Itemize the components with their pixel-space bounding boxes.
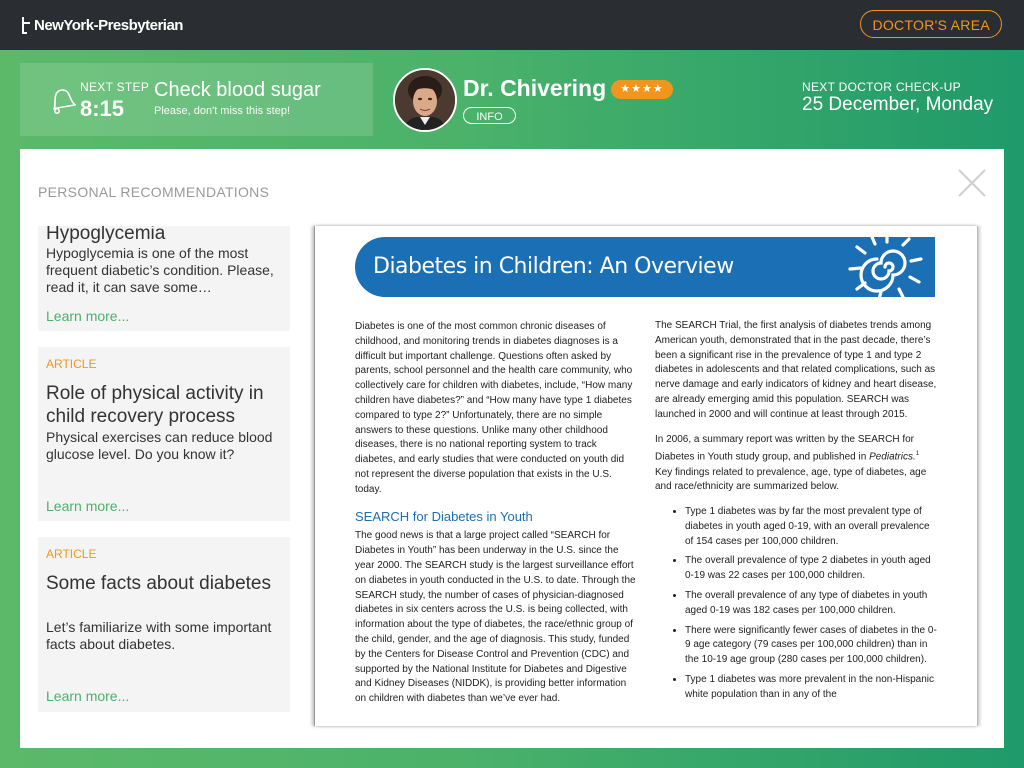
card-type: ARTICLE [46, 357, 97, 371]
document-paragraph: The SEARCH Trial, the first analysis of diabetes trends among American youth, demonstrated that in the past decade, there’s been a significant rise in the prevalence of type 1 and type 2 diabetes in adolescents and that related complications, such as nerve damage and early indicators of kidney and heart disease, are already emerging amid this population. SEARCH was launched in 2000 and will continue at least through 2015. [655, 320, 937, 420]
doctor-name: Dr. Chivering [463, 75, 607, 101]
panel-title: PERSONAL RECOMMENDATIONS [38, 184, 270, 200]
top-bar [0, 0, 1024, 50]
learn-more-link[interactable]: Learn more... [46, 308, 130, 324]
doctor-avatar[interactable] [393, 68, 457, 132]
journal-name: Pediatrics. [869, 451, 916, 463]
learn-more-link[interactable]: Learn more... [46, 688, 130, 704]
logo[interactable] [20, 14, 183, 36]
document-left-column [355, 320, 637, 717]
card-title: Some facts about diabetes [46, 573, 271, 594]
learn-more-link[interactable]: Learn more... [46, 498, 130, 514]
doctor-info-button[interactable]: INFO [463, 107, 516, 124]
document-viewer[interactable] [314, 226, 978, 726]
doctor-portrait-icon [395, 70, 455, 130]
recommendation-card-facts[interactable] [38, 537, 290, 712]
next-step-subtitle: Please, don't miss this step! [154, 105, 290, 117]
card-description: Hypoglycemia is one of the most frequent diabetic’s condition. Please, read it, it can save some… [46, 245, 274, 295]
recommendation-card-hypoglycemia[interactable] [38, 226, 290, 331]
list-item: • There were significantly fewer cases of diabetes in the 0-9 age category (79 cases per 100,000 children) than in the 10-19 age group (280 cases per 100,000 children). [685, 624, 939, 668]
document-title: Diabetes in Children: An Overview [373, 254, 734, 279]
doctors-area-button[interactable]: DOCTOR'S AREA [860, 10, 1002, 38]
card-title: Hypoglycemia [46, 226, 166, 244]
checkup-date: 25 December, Monday [802, 94, 994, 115]
findings-list [655, 505, 939, 703]
sun-logo-icon [837, 237, 937, 297]
card-type: ARTICLE [46, 547, 97, 561]
recommendation-card-physical-activity[interactable] [38, 347, 290, 521]
list-item: • Type 1 diabetes was by far the most prevalent type of diabetes in youth aged 0-19, with an overall prevalence of 154 cases per 100,000 children. [685, 505, 939, 549]
footnote-ref: 1 [915, 451, 920, 458]
document-paragraph: Diabetes is one of the most common chronic diseases of childhood, and monitoring trends in diabetes diagnoses is a difficult but important challenge. Questions often asked by parents, school personnel and the health care community, who collectively care for children with diabetes, include, “How many children have diabetes?” and “How many have type 1 diabetes compared to type 2?” Unfortunately, there are no simple answers to these questions. Unlike many other childhood diseases, there is no national reporting system to track diabetes, and early studies that were conducted on youth did not represent the diverse population that exists in the U.S. today. [355, 321, 633, 495]
list-item: • The overall prevalence of type 2 diabetes in youth aged 0-19 was 22 cases per 100,000 children. [685, 554, 939, 584]
document-text: In 2006, a summary report was written by the SEARCH for Diabetes in Youth study group, and published in [655, 433, 914, 463]
document-paragraph: The good news is that a large project called “SEARCH for Diabetes in Youth” has been underway in the U.S. since the year 2000. The SEARCH study is the largest surveillance effort on diabetes in youth conducted in the U.S. to date. Through the SEARCH study, the number of cases of physician-diagnosed diabetes in six centers across the U.S. is being collected, with information about the type of diabetes, the race/ethnic group of the child, gender, and the age of diagnosis. This study, funded by the Centers for Disease Control and Prevention (CDC) and supported by the National Institute for Diabetes and Digestive and Kidney Diseases (NIDDK), is providing better information on children with diabetes than we’ve ever had. [355, 530, 636, 705]
document-banner [355, 237, 935, 297]
doctor-rating-badge: ★★★★ [611, 80, 673, 99]
bell-icon [46, 84, 76, 116]
list-item: • The overall prevalence of any type of diabetes in youth aged 0-19 was 182 cases per 100,000 children. [685, 589, 939, 619]
next-step-title: Check blood sugar [154, 79, 321, 101]
document-heading: SEARCH for Diabetes in Youth [355, 508, 533, 524]
next-step-time: 8:15 [80, 96, 125, 121]
document-right-column [655, 319, 939, 708]
next-step-label: NEXT STEP [80, 80, 150, 94]
document-text: Key findings related to prevalence, age, type of diabetes, age and race/ethnicity are summarized below. [655, 466, 927, 493]
recommendations-panel [20, 149, 1004, 748]
card-title: Role of physical activity in child recovery process [46, 383, 264, 427]
checkup-label: NEXT DOCTOR CHECK-UP [802, 80, 961, 94]
next-step-card[interactable] [20, 63, 373, 136]
card-description: Let’s familiarize with some important facts about diabetes. [46, 619, 272, 652]
logo-mark-icon [20, 14, 32, 36]
close-icon[interactable] [956, 167, 988, 199]
list-item: • Type 1 diabetes was more prevalent in the non-Hispanic white population than in any of the [685, 673, 939, 703]
card-description: Physical exercises can reduce blood glucose level. Do you know it? [46, 429, 273, 462]
document-paragraph [655, 433, 939, 496]
recommendation-list[interactable] [38, 226, 290, 712]
logo-text: NewYork-Presbyterian [34, 16, 183, 34]
